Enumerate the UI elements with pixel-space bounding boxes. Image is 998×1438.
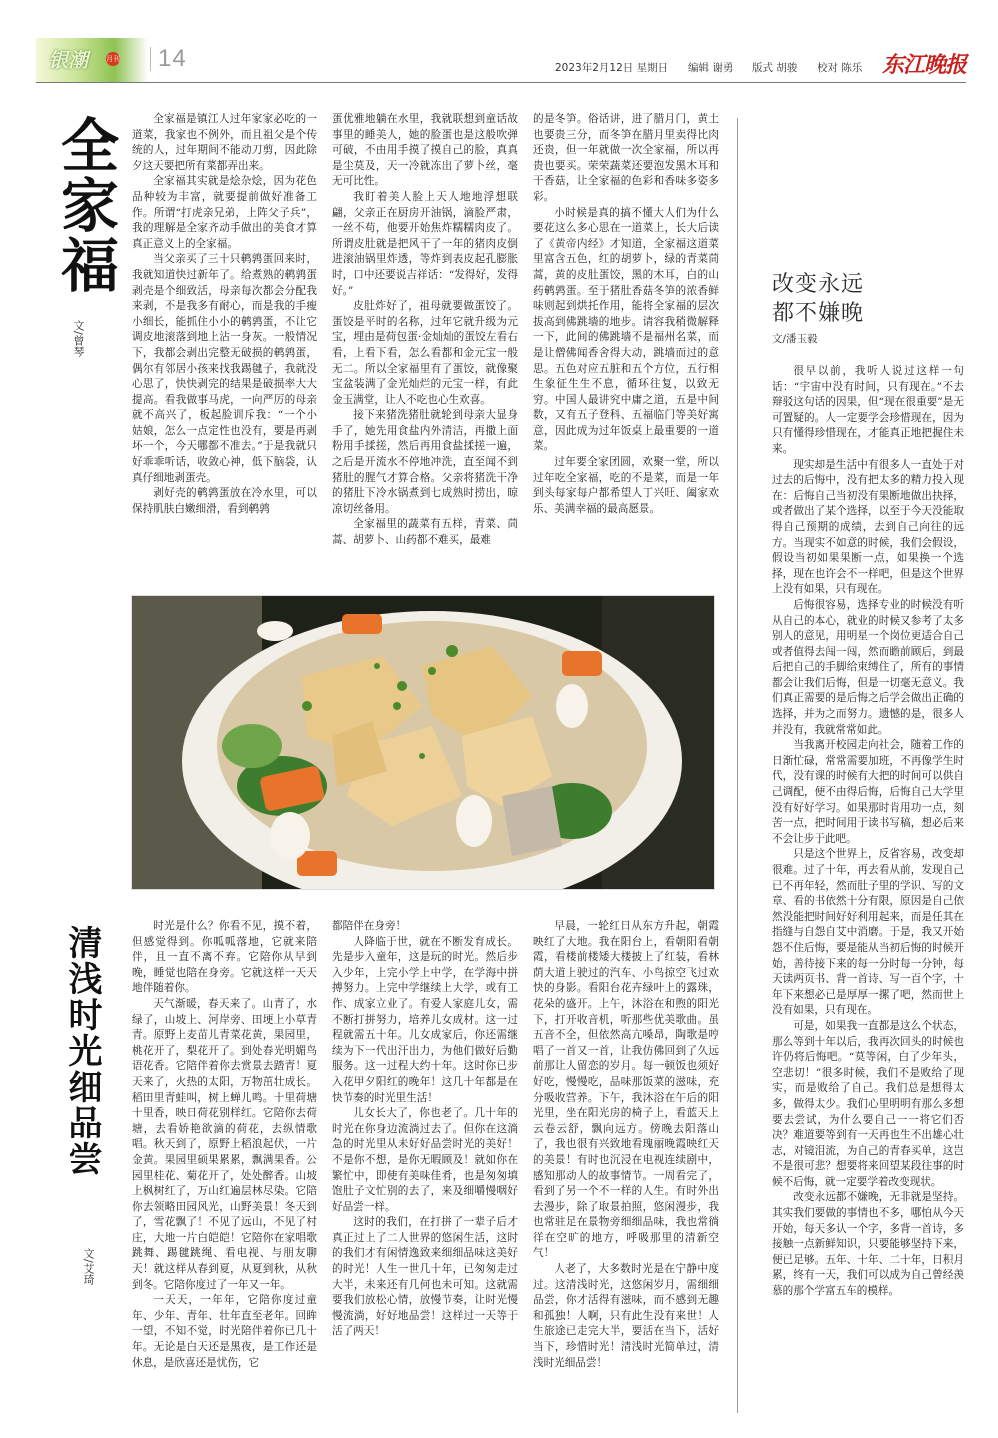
title-line: 都不嫌晚 — [772, 301, 865, 326]
paragraph: 儿女长大了，你也老了。几十年的时光在你身边流淌过去了。但你在这淌急的时光里从未好好品尝时光的美好！不是你不想，是你无暇顾及！就如你在繁忙中，即使有美味佳肴，也是匆匆填饱肚子文忙别的去了，来及细嚼慢咽好好品尝一样。 — [332, 1107, 518, 1213]
newspaper-masthead: 东江晚报 — [882, 52, 967, 78]
paragraph: 全家福是镇江人过年家家必吃的一道菜，我家也不例外，而且祖父是个传统的人，过年期间不能动刀剪，因此除夕这天要把所有菜都弄出来。 — [132, 113, 317, 172]
paragraph: 后悔很容易，选择专业的时候没有听从自己的本心，就业的时候又参考了太多别人的意见，用明星一个岗位更适合自己或者值得去闯一闯，然而瞻前顾后，到最后把自己的手脚给束缚住了，所有的事情都会让我们后悔，但是一切毫无意义。我们真正需要的是后悔之后学会做出正确的选择，并为之而努力。遗憾的是，很多人并没有，我就常常如此。 — [772, 598, 964, 736]
paragraph: 剥好壳的鹌鹑蛋放在冷水里，可以保持肌肤白嫩细滑，看到鹌鹑 — [132, 487, 317, 515]
paragraph: 小时候是真的搞不懂大人们为什么要花这么多心思在一道菜上，长大后读了《黄帝内经》才知道，全家福这道菜里富含五色，红的胡萝卜，绿的青菜茼蒿，黄的皮肚蛋饺，黑的木耳，白的山药鹌鹑蛋。至于猪肚香菇冬笋的浓香鲜味则起到烘托作用，能将全家福的层次拔高到佛跳墙的地步。请容我稍微解释一下，此间的佛跳墙不是福州名菜，而是让僧佛闻香舍得大动，跳墙而过的意思。五色对应五脏和五个方位，五行相生象征生生不息，循环往复，以致无穷。中国人最讲究中庸之道，五是中间数，又有五子登科、五福临门等美好寓意，因此成为过年饭桌上最重要的一道菜。 — [533, 206, 719, 453]
food-photo — [131, 595, 715, 890]
paragraph: 人降临于世，就在不断发育成长。先是步入童年，这是玩的时光。然后步入少年，上完小学上中学，在学海中拼搏努力。上完中学继续上大学，或有工作、成家立业了。有爱人家庭儿女，需不断打拼努力，培养儿女成材。这一过程就需五十年。儿女成家后，你还需继续为下一代出汗出力，为他们做好后勤服务。这一过程大约十年。这时你已步入花甲夕阳红的晚年！这几十年都是在快节奏的时光里生活！ — [332, 935, 518, 1104]
paragraph: 我盯着美人脸上天人地地浮想联翩，父亲正在厨房开油锅，滴脸严肃，一丝不苟，他要开始焦炸糯糯肉皮了。所谓皮肚就是把风干了一年的猪肉皮倒进滚油锅里炸透，等炸到表皮起孔膨胀时，口中还要说吉祥话：“发得好，发得好。” — [332, 190, 518, 297]
header-rule — [36, 82, 966, 83]
column-divider — [737, 118, 738, 1413]
paragraph: 的是冬笋。俗话讲，进了腊月门，黄土也要贵三分，而冬笋在腊月里卖得比肉还贵，但一年就做一次全家福，所以再贵也要买。荣荣蔬菜还要泡发黑木耳和干香菇，让全家福的色彩和香味多姿多彩。 — [533, 113, 719, 203]
paragraph: 全家福其实就是烩杂烩，因为花色品种较为丰富，就要提前做好准备工作。所谓“打虎亲兄弟，上阵父子兵”，我的理解是全家齐动手做出的美食才算真正意义上的全家福。 — [132, 175, 317, 250]
paragraph: 蛋优雅地躺在水里，我就联想到童话故事里的睡美人，她的脸蛋也是这般吹弹可破，不由用手摸了摸自己的脸，真真是尘莫及，天一冷就冻出了萝卜丝，毫无可比性。 — [332, 113, 518, 188]
article-column — [132, 919, 317, 1409]
paragraph: 一天天，一年年，它陪你度过童年、少年、青年、壮年直至老年。回眸一望，不知不觉，时光陪伴着你已几十年。无论是白天还是黑夜，是工作还是休息，是欣喜还是忧伤，它 — [132, 1294, 317, 1369]
section-logo-text: 银潮 — [48, 48, 88, 72]
proof-credit: 校对 陈乐 — [817, 62, 863, 74]
issue-date: 2023年2月12日 星期日 — [555, 62, 669, 74]
article-title: 清浅时光细品尝 — [62, 925, 102, 1177]
paragraph: 当我离开校园走向社会，随着工作的日渐忙碌，常常需要加班，不再像学生时代，没有课的时候有大把的时间可以供自己调配，便不由得后悔，后悔自己大学里没有好好学习。如果那时肯用功一点，刻苦一点，把时间用于读书写稿，想必后来不会让步于此吧。 — [772, 739, 964, 845]
article-column — [332, 919, 518, 1409]
title-line: 改变永远 — [772, 272, 865, 297]
section-logo-badge: 月刊 — [106, 52, 120, 66]
article-author: 文/潘玉毅 — [772, 333, 818, 345]
paragraph: 只是这个世界上，反省容易，改变却很难。过了十年，再去看从前，发现自己已不再年轻，然而肚子里的学识、写的文章、看的书依然十分有限，原因是自己依然没能把时间好好利用起来，而是任其在指缝与自怨自艾中消磨。于是，我又开始怨不住后悔，要是能从当初后悔的时候开始，善待接下来的每一分时每一分钟，每天读两页书、背一首诗、写一百个字，十年下来想必已是厚厚一摞了吧，然而世上没有如果，只有现在。 — [772, 848, 964, 1017]
paragraph: 接下来猪洗猪肚就轮到母亲大显身手了，她先用食盐内外清洁，再撒上面粉用手揉搓，然后再用食盐揉搓一遍，之后是开流水不停地冲洗，直至闻不到猪肚的腥气才算合格。父亲将猪洗干净的猪肚下冷水锅煮到七成熟时捞出，晾凉切丝备用。 — [332, 409, 518, 515]
paragraph: 早晨，一轮红日从东方升起，朝霞映红了大地。我在阳台上，看朝阳看朝霞，看楼前楼矮大楼披上了红装，看林荫大道上驶过的汽车、小鸟掠空飞过欢快的身影。看阳台花卉绿叶上的露珠，花朵的盛开。上午，沐浴在和煦的阳光下，打开收音机，听那些优美歌曲。虽五音不全，但依然高亢嗓昂，陶歌是哼唱了一首又一首，让我仿佛回到了久远前那让人留恋的岁月。每一顿饭也须好好吃，慢慢吃，品味那饭菜的滋味，充分吸收营养。下午，我沐浴在午后的阳光里，坐在阳光房的椅子上，看蓝天上云卷云舒，飘向远方。傍晚去阳落山了，我也很有兴致地看瑰丽晚霞映红天的美景！有时也沉浸在电视连续剧中，感知那动人的故事情节。一周看完了，看到了另一个不一样的人生。有时外出去漫步，除了取景拍照，悠闲漫步，我也常驻足在景物旁细细品味，我也常徜徉在空旷的地方，呼吸那里的清新空气！ — [533, 920, 719, 1260]
paragraph: 皮肚炸好了，祖母就要做蛋饺了。蛋饺是平时的名称，过年它就升级为元宝，埋由是荷包蛋·金灿灿的蛋饺左看右看，上看下看，怎么看都和金元宝一般无二。所以全家福里有了蛋饺，就像聚宝盆装满了金光灿烂的元宝一样，有此金玉满堂，让人不吃也心生欢喜。 — [332, 300, 518, 406]
article-author: 文/曾琴 — [72, 320, 85, 357]
article-author: 文/艾琦 — [82, 1248, 95, 1285]
paragraph: 当父亲买了三十只鹌鹑蛋回来时，我就知道快过新年了。给煮熟的鹌鹑蛋剥壳是个细致活，母亲每次都会分配我来剥，不是我多有耐心，而是我的手瘦小细长，能抓住小小的鹌鹑蛋，不让它调皮地滚落到地上沾一身灰。一般情况下，我都会剥出完整无破损的鹌鹑蛋，偶尔有邻居小孩来找我踢毽子，我就没心思了，快快剥完的结果是破损率大大提高。看我做事马虎，一向严厉的母亲就不高兴了，板起脸训斥我：“一个小姑娘，怎么一点定性也没有，要是再剥坏一个，今天哪都不准去。”于是我就只好乖乖听话，收敛心神，低下脑袋，认真仔细地剥蛋壳。 — [132, 253, 317, 484]
article-column — [132, 112, 317, 582]
paragraph: 可是，如果我一直都是这么个状态，那么等到十年以后，我再次回头的时候也许仍将后悔吧。“莫等闲，白了少年头，空悲切！”很多时候，我们不是败给了现实，而是败给了自己。我们总是想得太多，做得太少。我们心里明明有那么多想要去尝试，为什么要自己一一将它们否决？难道要等到有一天再也生不出雄心壮志，对镜泪流，为自己的青春买单，这岂不是很可悲？想要将来回望某段往事的时候不后悔，就一定要学着改变现状。 — [772, 1019, 964, 1188]
article-column — [332, 112, 518, 582]
header-separator — [150, 47, 151, 71]
paragraph: 过年要全家团圆，欢聚一堂，所以过年吃全家福，吃的不是菜，而是一年到头每家每户都希望人丁兴旺、阖家欢乐、美满幸福的最高愿景。 — [533, 456, 719, 515]
paragraph: 很早以前，我听人说过这样一句话：“宇宙中没有时间，只有现在。”不去辩驳这句话的因果，但“现在很重要”是无可置疑的。人一定要学会珍惜现在，因为只有懂得珍惜现在，才能真正地把握住未来。 — [772, 365, 964, 455]
editor-credit: 编辑 谢勇 — [688, 62, 734, 74]
paragraph: 改变永远都不嫌晚，无非就是坚持。其实我们要做的事情也不多，哪怕从今天开始，每天多认一个字，多背一首诗，多接触一点新鲜知识，只要能够坚持下来，便已足够。五年、十年、二十年，日积月累，终有一天，我们可以成为自己曾经羡慕的那个学富五车的模样。 — [772, 1191, 964, 1298]
article-column — [533, 919, 719, 1409]
paragraph: 现实却是生活中有很多人一直处于对过去的后悔中，没有把太多的精力投入现在：后悔自己当初没有果断地做出抉择，或者做出了某个选择，以至于今天没能取得自己预期的成绩，去到自己向往的远方。当现实不如意的时候，我们会假设，假设当初如果果断一点，如果换一个选择，现在也许会不一样吧，但是这个世界上没有如果，只有现在。 — [772, 458, 964, 596]
article-title — [772, 270, 864, 328]
article-column — [772, 364, 964, 1414]
article-column — [533, 112, 719, 582]
article-title: 全家福 — [51, 115, 119, 295]
paragraph: 天气渐暖，春天来了。山青了，水绿了，山坡上、河岸旁、田埂上小草青青。原野上麦苗儿青菜花黄，果园里，桃花开了，梨花开了。到处春光明媚鸟语花香。它陪伴着你去赏景去踏青！夏天来了，火热的太阳，万物茁壮成长。稻田里青蛙叫，树上蝉儿鸣。十里荷塘十里香，映日荷花别样红。它陪你去荷塘，去看娇艳欲滴的荷花，去纵情歌唱。秋天到了，原野上稻浪起伏，一片金黄。果园里硕果累累，飘满果香。公园里桂花、菊花开了，处处醉香。山坡上枫树红了，万山红遍层林尽染。它陪你去领略田园风光，山野美景！冬天到了，雪花飘了！不见了远山，不见了村庄，大地一片白皑皑！它陪你在家唱歌跳舞、踢毽跳绳、看电视、与朋友聊天！就这样从春到夏，从夏到秋，从秋到冬。它陪你度过了一年又一年。 — [132, 997, 317, 1291]
paragraph: 人老了，大多数时光是在宁静中度过。这清浅时光，这悠闲岁月，需细细品尝，你才活得有滋味，而不感到无趣和孤独！人啊，只有此生没有来世！人生旅途已走完大半，要活在当下，活好当下，珍惜时光！清浅时光简单过，清浅时光细品尝！ — [533, 1263, 719, 1369]
paragraph: 全家福里的蔬菜有五样，青菜、茼蒿、胡萝卜、山药都不难买，最难 — [332, 518, 518, 547]
dish-illustration — [132, 596, 715, 890]
paragraph: 这时的我们，在打拼了一辈子后才真正过上了二人世界的悠闲生活，这时的我们才有闲情逸致来细细品味这美好的时光！人生一世几十年，已匆匆走过大半，未来还有几何也未可知。这就需要我们放松心情，放慢节奏，让时光慢慢流淌，好好地品尝！这样过一天等于活了两天！ — [332, 1216, 518, 1338]
paragraph: 都陪伴在身旁！ — [332, 920, 407, 932]
layout-credit: 版式 胡骏 — [752, 62, 798, 74]
paragraph: 时光是什么？你看不见，摸不着，但感觉得到。你呱呱落地，它就来陪伴，且一直不离不弃。它陪你从早到晚，睡觉也陪在身旁。它就这样一天天地伴随着你。 — [132, 920, 317, 995]
page-number: 14 — [158, 45, 187, 72]
